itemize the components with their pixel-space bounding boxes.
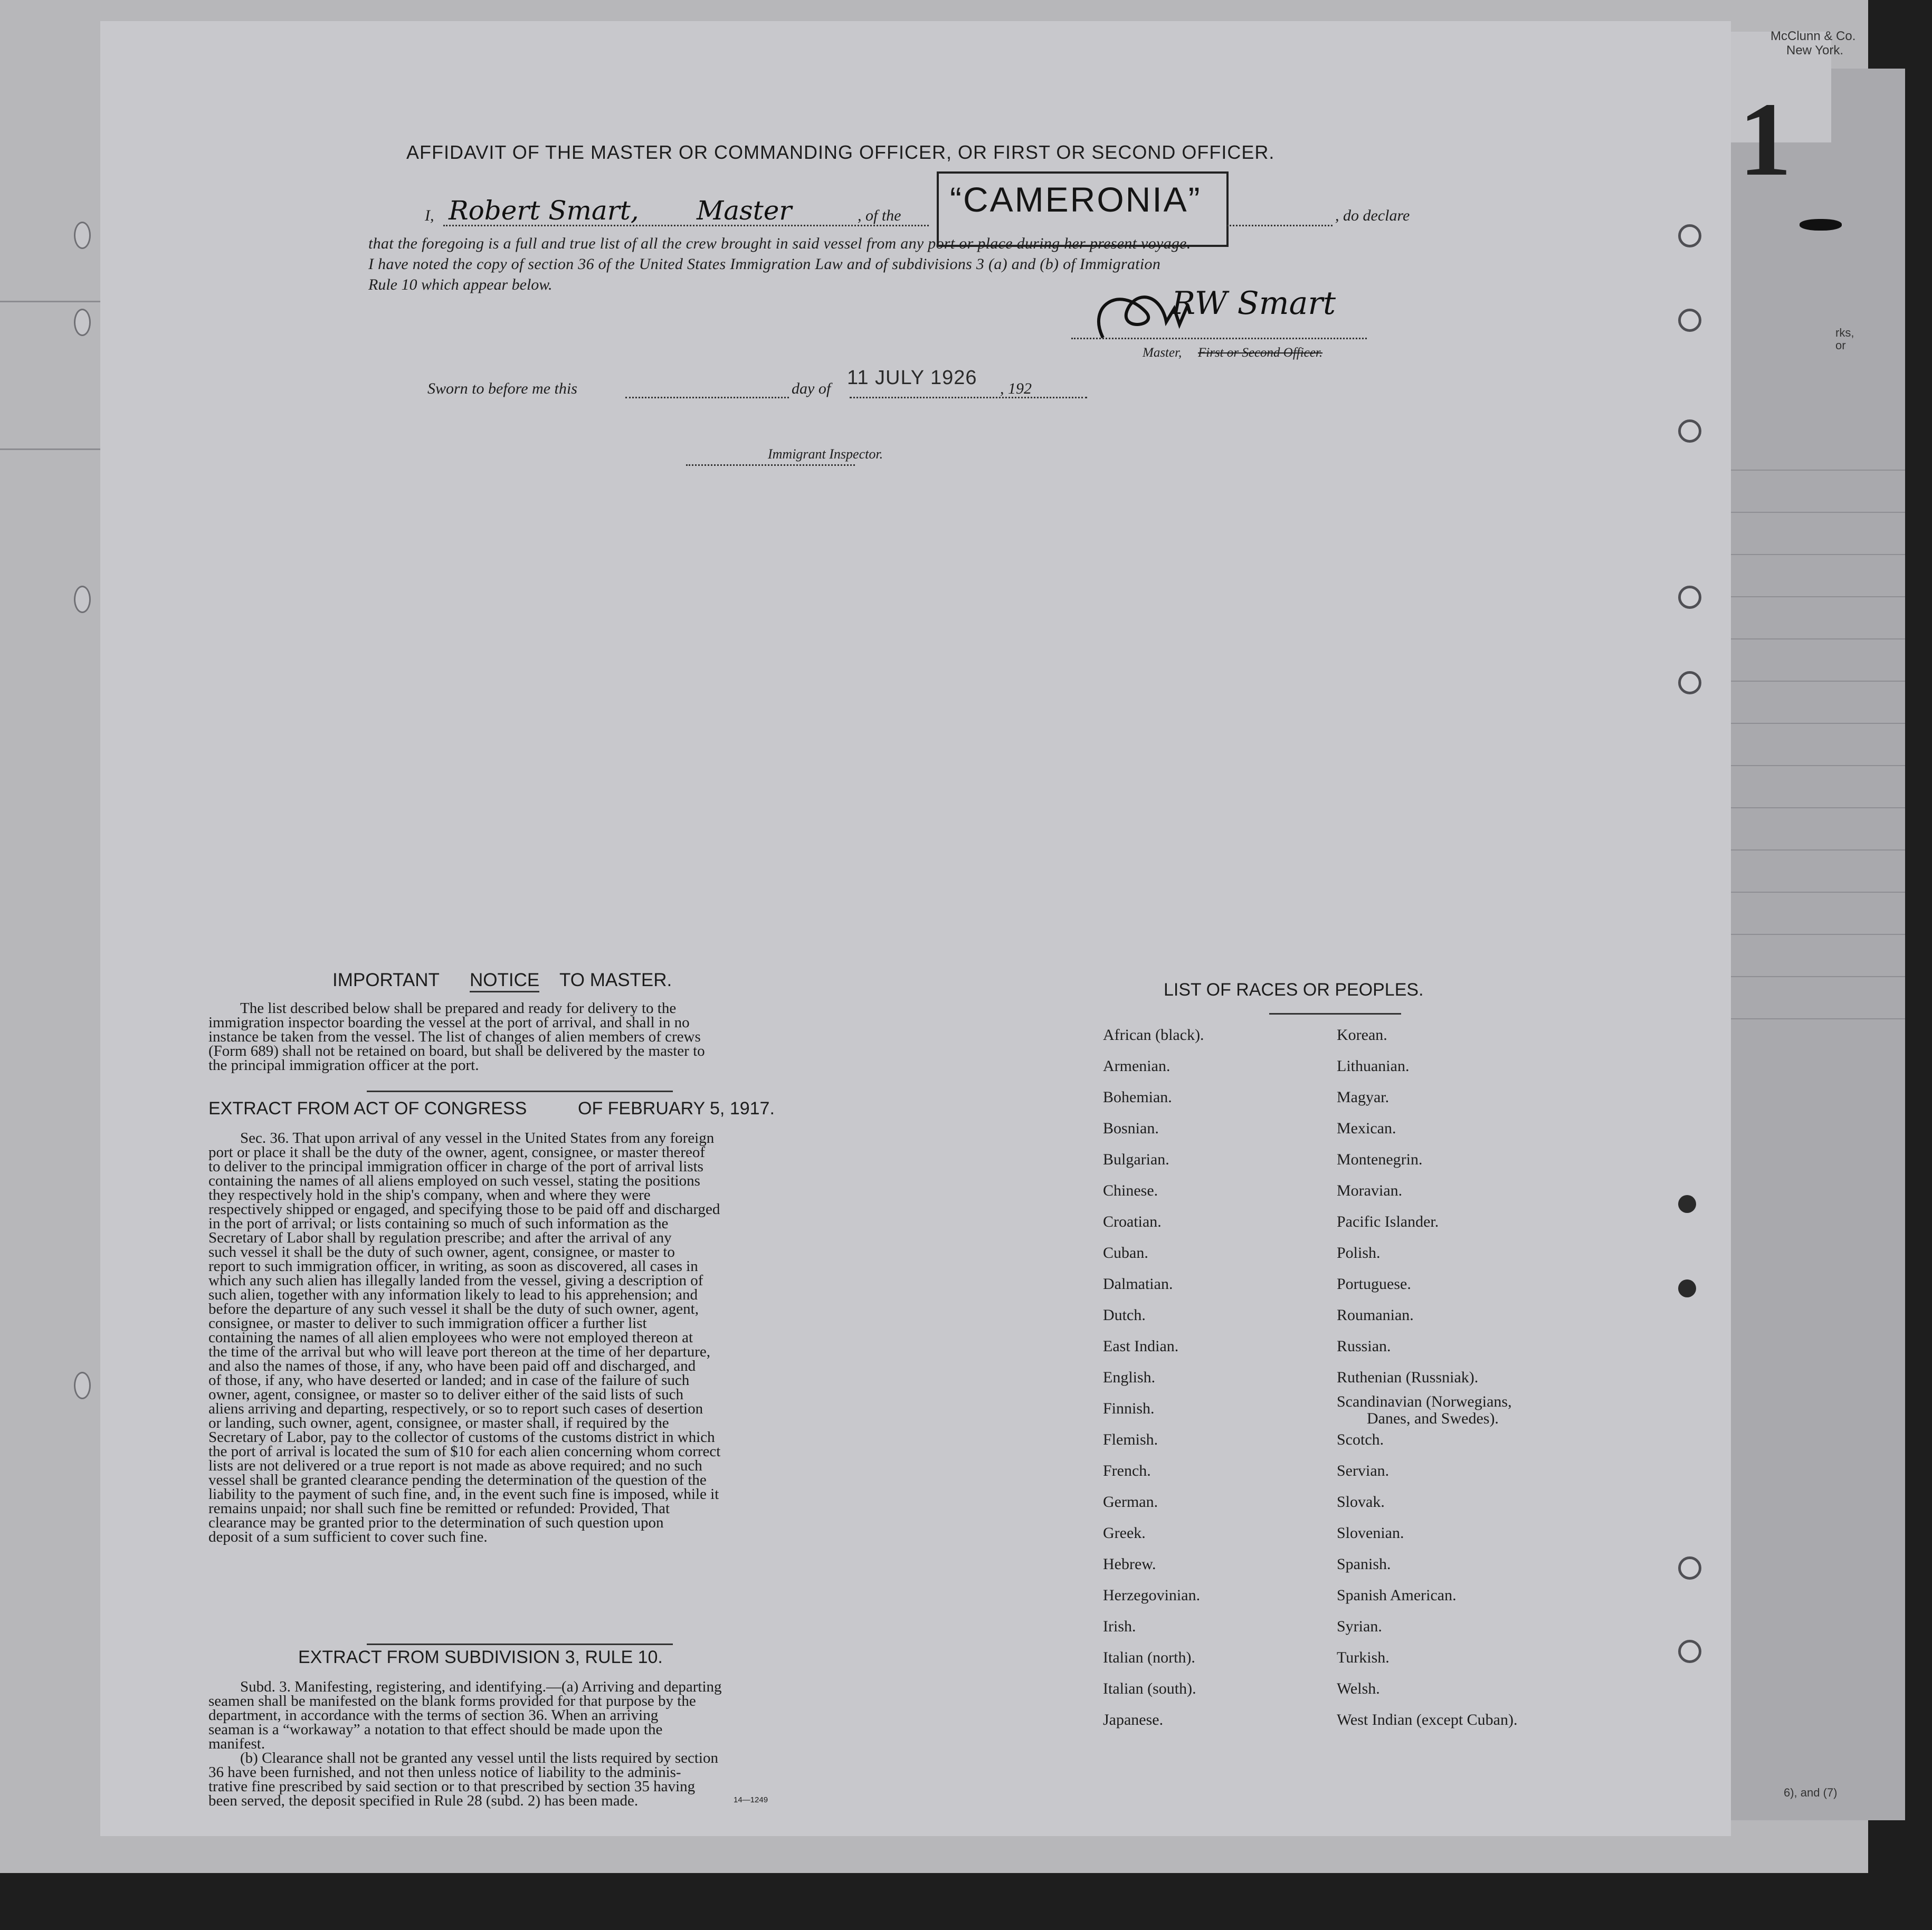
race-item: Ruthenian (Russniak). bbox=[1337, 1369, 1479, 1386]
notice-title-a: IMPORTANT bbox=[332, 970, 440, 990]
sheet-rule bbox=[0, 301, 106, 302]
signer-title: Master, bbox=[1143, 346, 1182, 360]
race-item: Polish. bbox=[1337, 1244, 1381, 1262]
binder-hole bbox=[1678, 1279, 1696, 1297]
notice-title-b: NOTICE bbox=[470, 970, 539, 992]
i-label: I, bbox=[425, 207, 434, 224]
signature-line bbox=[1071, 338, 1367, 339]
master-rank: Master bbox=[697, 195, 792, 226]
race-item: West Indian (except Cuban). bbox=[1337, 1711, 1518, 1728]
race-item: Irish. bbox=[1103, 1618, 1136, 1635]
race-item: Dalmatian. bbox=[1103, 1275, 1173, 1293]
section-rule bbox=[1269, 1013, 1401, 1015]
race-item: Servian. bbox=[1337, 1462, 1389, 1479]
ink-mark bbox=[1800, 219, 1842, 231]
signer-title-struck: First or Second Officer. bbox=[1198, 346, 1323, 360]
fill-line bbox=[850, 397, 1087, 398]
day-of-label: day of bbox=[792, 380, 831, 397]
edge-fragment: or bbox=[1835, 339, 1846, 352]
race-item: Italian (south). bbox=[1103, 1680, 1196, 1697]
act-title-b: OF FEBRUARY 5, 1917. bbox=[578, 1098, 775, 1119]
race-item: French. bbox=[1103, 1462, 1151, 1479]
race-item: Spanish. bbox=[1337, 1555, 1391, 1573]
rule-text: Subd. 3. Manifesting, registering, and identifying.—(a) Arriving and departing seamen shall be manifested on the blank forms provided for that purpose by the department, in accordance with the terms of section 36. When an arriving seaman is a “workaway” a notation to that effect should be made upon the manifest. (b) Clearance shall not be granted any vessel until the lists required by section 36 have been furnished, and not then unless notice of liability to the adminis- trative fine prescribed by said section or to that prescribed by section 35 having been served, the deposit specified in Rule 28 (subd. 2) has been made. bbox=[208, 1678, 722, 1809]
race-item: Moravian. bbox=[1337, 1182, 1403, 1199]
date-stamp: 11 JULY 1926 bbox=[847, 367, 977, 389]
binder-hole bbox=[1678, 671, 1701, 694]
affidavit-title: AFFIDAVIT OF THE MASTER OR COMMANDING OFFICER, OR FIRST OR SECOND OFFICER. bbox=[406, 141, 1275, 163]
punch-hole bbox=[74, 309, 91, 336]
binder-hole bbox=[1678, 1640, 1701, 1663]
affidavit-line-4: Rule 10 which appear below. bbox=[368, 276, 553, 293]
race-item: Montenegrin. bbox=[1337, 1151, 1423, 1168]
race-item: Turkish. bbox=[1337, 1649, 1389, 1666]
race-item: Roumanian. bbox=[1337, 1306, 1414, 1324]
adjacent-sheet-edge bbox=[1731, 69, 1905, 1820]
punch-hole bbox=[74, 222, 91, 249]
race-item: Greek. bbox=[1103, 1524, 1146, 1542]
race-item: Cuban. bbox=[1103, 1244, 1148, 1262]
affidavit-page bbox=[100, 21, 1731, 1836]
race-item: Syrian. bbox=[1337, 1618, 1382, 1635]
affidavit-line-2: that the foregoing is a full and true list of all the crew brought in said vessel from any port or place during her present voyage. bbox=[368, 235, 1191, 252]
vessel-name-stamp: “CAMERONIA” bbox=[950, 180, 1202, 219]
race-item: Croatian. bbox=[1103, 1213, 1162, 1230]
race-item: Welsh. bbox=[1337, 1680, 1380, 1697]
inspector-line bbox=[686, 464, 855, 466]
race-item: Flemish. bbox=[1103, 1431, 1158, 1448]
of-the-label: , of the bbox=[858, 207, 901, 224]
race-item: Italian (north). bbox=[1103, 1649, 1195, 1666]
inspector-label: Immigrant Inspector. bbox=[768, 446, 883, 462]
section-rule bbox=[367, 1091, 673, 1092]
race-item: Herzegovinian. bbox=[1103, 1587, 1201, 1604]
race-item: Chinese. bbox=[1103, 1182, 1158, 1199]
race-item: Korean. bbox=[1337, 1026, 1387, 1044]
race-item: Pacific Islander. bbox=[1337, 1213, 1439, 1230]
race-item: Scotch. bbox=[1337, 1431, 1384, 1448]
printer-name: McClunn & Co. bbox=[1771, 29, 1856, 43]
rule-title: EXTRACT FROM SUBDIVISION 3, RULE 10. bbox=[298, 1647, 663, 1667]
binder-hole bbox=[1678, 309, 1701, 332]
race-item: Armenian. bbox=[1103, 1057, 1170, 1075]
race-item: Slovak. bbox=[1337, 1493, 1385, 1511]
race-item: Japanese. bbox=[1103, 1711, 1164, 1728]
race-item: Slovenian. bbox=[1337, 1524, 1404, 1542]
fill-line bbox=[625, 397, 789, 398]
race-item: Bulgarian. bbox=[1103, 1151, 1169, 1168]
race-item: Russian. bbox=[1337, 1337, 1391, 1355]
do-declare-label: , do declare bbox=[1335, 207, 1410, 224]
race-item: Bohemian. bbox=[1103, 1088, 1172, 1106]
master-name: Robert Smart, bbox=[449, 195, 639, 226]
race-item: Lithuanian. bbox=[1337, 1057, 1410, 1075]
master-signature: RW Smart bbox=[1172, 285, 1336, 322]
race-item: Bosnian. bbox=[1103, 1120, 1159, 1137]
edge-fragment: rks, bbox=[1835, 326, 1854, 339]
binder-hole bbox=[1678, 224, 1701, 247]
race-item: African (black). bbox=[1103, 1026, 1204, 1044]
printer-city: New York. bbox=[1786, 43, 1844, 58]
year-label: , 192 bbox=[1000, 380, 1032, 397]
sworn-label: Sworn to before me this bbox=[427, 380, 577, 397]
binder-hole bbox=[1678, 419, 1701, 443]
race-item: Dutch. bbox=[1103, 1306, 1146, 1324]
punch-hole bbox=[74, 586, 91, 613]
sheet-rule bbox=[0, 448, 106, 450]
edge-fragment: 6), and (7) bbox=[1784, 1786, 1838, 1799]
binder-hole bbox=[1678, 1195, 1696, 1213]
section-rule bbox=[367, 1644, 673, 1645]
sheet-number: 1 bbox=[1739, 81, 1792, 198]
notice-text: The list described below shall be prepared and ready for delivery to the immigration inspector boarding the vessel at the port of arrival, and shall in no instance be taken from the vessel. The list of changes of alien members of crews (Form 689) shall not be retained on board, but shall be delivered by the master to the principal immigration officer at the port. bbox=[208, 1000, 705, 1074]
act-text: Sec. 36. That upon arrival of any vessel in the United States from any foreign port or place it shall be the duty of the owner, agent, consignee, or master thereof to deliver to the principal immigration officer in charge of the port of arrival lists containing the names of all aliens employed on such vessel, stating the positions they respectively hold in the ship's company, when and where they were respectively shipped or engaged, and specifying those to be paid off and discharged in the port of arrival; or lists containing so much of such information as the Secretary of Labor shall by regulation prescribe; and after the arrival of any such vessel it shall be the duty of such owner, agent, consignee, or master to report to such immigration officer, in writing, as soon as discovered, all cases in which any such alien has illegally landed from the vessel, giving a description of such alien, together with any information likely to lead to his apprehension; and before the departure of any such vessel it shall be the duty of such owner, agent, consignee, or master to deliver to such immigration officer a further list containing the names of all alien employees who were not employed thereon at the time of the arrival but who will leave port thereon at the time of her departure, and also the names of those, if any, who have been paid off and discharged, and of those, if any, who have deserted or landed; and in case of the failure of such owner, agent, consignee, or master so to deliver either of the said lists of such aliens arriving and departing, respectively, or so to report such cases of desertion or landing, such owner, agent, consignee, or master shall, if required by the Secretary of Labor, pay to the collector of customs of the customs district in which the port of arrival is located the sum of $10 for each alien concerning whom correct lists are not delivered or a true report is not made as above required; and no such vessel shall be granted clearance pending the determination of the question of the liability to the payment of such fine, and, in the event such fine is imposed, while it remains unpaid; nor shall such fine be remitted or refunded: Provided, That clearance may be granted prior to the determination of such question upon deposit of a sum sufficient to cover such fine. bbox=[208, 1130, 721, 1545]
races-title: LIST OF RACES OR PEOPLES. bbox=[1164, 980, 1424, 1000]
race-item: Spanish American. bbox=[1337, 1587, 1457, 1604]
affidavit-line-3: I have noted the copy of section 36 of the United States Immigration Law and of subdivisions 3 (a) and (b) of Immigration bbox=[368, 255, 1161, 273]
binder-hole bbox=[1678, 1556, 1701, 1580]
act-title-a: EXTRACT FROM ACT OF CONGRESS bbox=[208, 1098, 527, 1119]
race-item: East Indian. bbox=[1103, 1337, 1179, 1355]
race-item: Magyar. bbox=[1337, 1088, 1389, 1106]
form-number: 14—1249 bbox=[734, 1795, 768, 1804]
binder-hole bbox=[1678, 586, 1701, 609]
race-item-continuation: Danes, and Swedes). bbox=[1367, 1410, 1499, 1427]
race-item: Portuguese. bbox=[1337, 1275, 1411, 1293]
punch-hole bbox=[74, 1372, 91, 1399]
race-item: German. bbox=[1103, 1493, 1158, 1511]
race-item: Mexican. bbox=[1337, 1120, 1396, 1137]
race-item: English. bbox=[1103, 1369, 1156, 1386]
race-item: Finnish. bbox=[1103, 1400, 1155, 1417]
race-item: Scandinavian (Norwegians, bbox=[1337, 1393, 1512, 1410]
fill-line bbox=[1227, 225, 1333, 226]
race-item: Hebrew. bbox=[1103, 1555, 1156, 1573]
notice-title-c: TO MASTER. bbox=[559, 970, 672, 990]
